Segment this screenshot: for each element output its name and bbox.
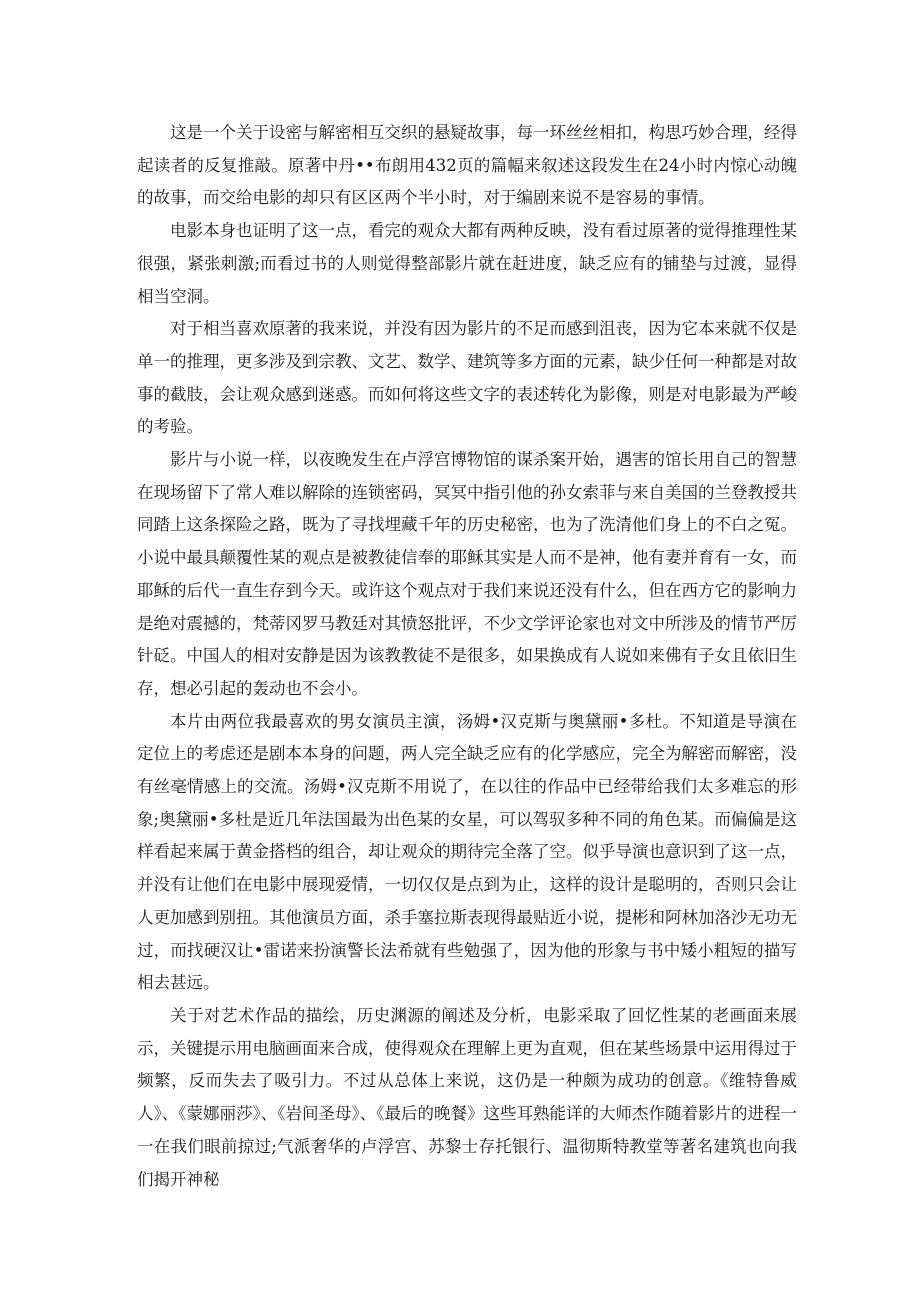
- article-body: [137, 117, 797, 1196]
- paragraph-2: 电影本身也证明了这一点，看完的观众大都有两种反映，没有看过原著的觉得推理性某很强，紧张刺激;而看过书的人则觉得整部影片就在赶进度，缺乏应有的铺垫与过渡，显得相当空洞。: [137, 221, 797, 306]
- paragraph-4: 影片与小说一样，以夜晚发生在卢浮宫博物馆的谋杀案开始，遇害的馆长用自己的智慧在现场留下了常人难以解除的连锁密码，冥冥中指引他的孙女索菲与来自美国的兰登教授共同踏上这条探险之路，既为了寻找埋藏千年的历史秘密，也为了洗清他们身上的不白之冤。小说中最具颠覆性某的观点是被教徒信奉的耶稣其实是人而不是神，他有妻并育有一女，而耶稣的后代一直生存到今天。或许这个观点对于我们来说还没有什么，但在西方它的影响力是绝对震撼的，梵蒂冈罗马教廷对其愤怒批评，不少文学评论家也对文中所涉及的情节严厉针砭。中国人的相对安静是因为该教教徒不是很多，如果换成有人说如来佛有子女且依旧生存，想必引起的轰动也不会小。: [137, 450, 797, 698]
- paragraph-6: 关于对艺术作品的描绘，历史渊源的阐述及分析，电影采取了回忆性某的老画面来展示，关键提示用电脑画面来合成，使得观众在理解上更为直观，但在某些场景中运用得过于频繁，反而失去了吸引力。不过从总体上来说，这仍是一种颇为成功的创意。《维特鲁威人》、《蒙娜丽莎》、《岩间圣母》、《最后的晚餐》这些耳熟能详的大师杰作随着影片的进程一一在我们眼前掠过;气派奢华的卢浮宫、苏黎士存托银行、温彻斯特教堂等著名建筑也向我们揭开神秘: [137, 1005, 797, 1189]
- paragraph-3: 对于相当喜欢原著的我来说，并没有因为影片的不足而感到沮丧，因为它本来就不仅是单一的推理，更多涉及到宗教、文艺、数学、建筑等多方面的元素，缺少任何一种都是对故事的截肢，会让观众感到迷惑。而如何将这些文字的表述转化为影像，则是对电影最为严峻的考验。: [137, 319, 797, 437]
- paragraph-1: 这是一个关于设密与解密相互交织的悬疑故事，每一环丝丝相扣，构思巧妙合理，经得起读者的反复推敲。原著中丹••布朗用432页的篇幅来叙述这段发生在24小时内惊心动魄的故事，而交给电影的却只有区区两个半小时，对于编剧来说不是容易的事情。: [137, 123, 797, 208]
- paragraph-5: 本片由两位我最喜欢的男女演员主演，汤姆•汉克斯与奥黛丽•多杜。不知道是导演在定位上的考虑还是剧本本身的问题，两人完全缺乏应有的化学感应，完全为解密而解密，没有丝毫情感上的交流。汤姆•汉克斯不用说了，在以往的作品中已经带给我们太多难忘的形象;奥黛丽•多杜是近几年法国最为出色某的女星，可以驾驭多种不同的角色某。而偏偏是这样看起来属于黄金搭档的组合，却让观众的期待完全落了空。似乎导演也意识到了这一点，并没有让他们在电影中展现爱情，一切仅仅是点到为止，这样的设计是聪明的，否则只会让人更加感到别扭。其他演员方面，杀手塞拉斯表现得最贴近小说，提彬和阿林加洛沙无功无过，而找硬汉让•雷诺来扮演警长法希就有些勉强了，因为他的形象与书中矮小粗短的描写相去甚远。: [137, 711, 797, 993]
